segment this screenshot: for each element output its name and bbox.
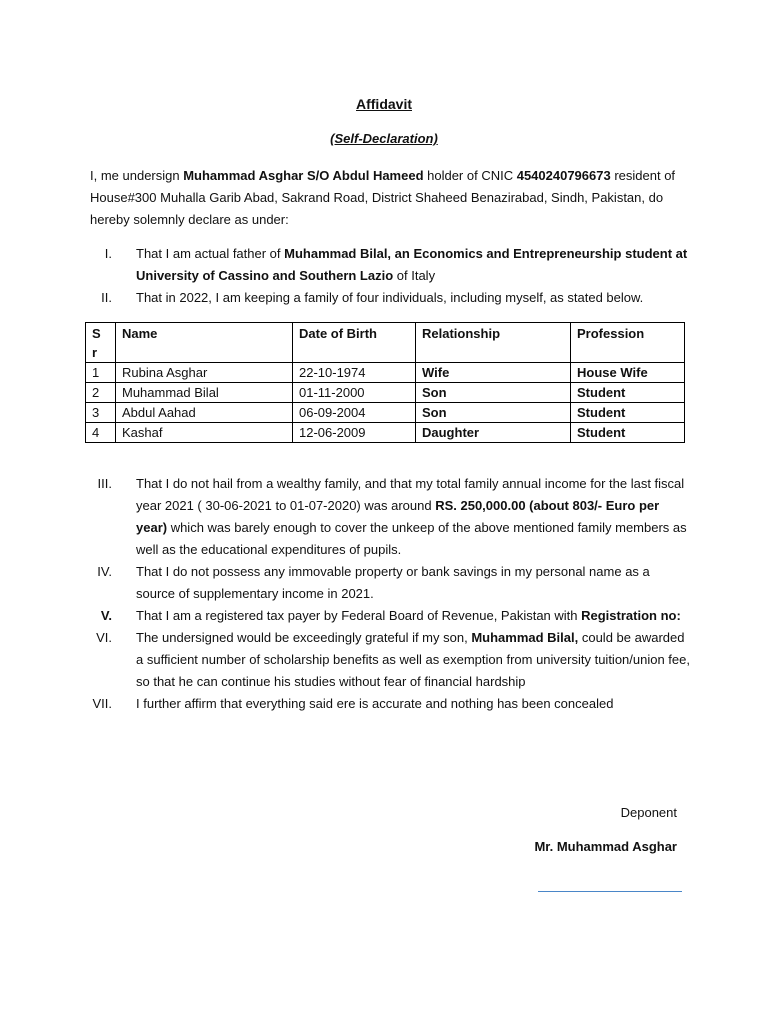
intro-paragraph: [90, 165, 690, 231]
table-header-row: [86, 323, 685, 363]
column-header-dob: Date of Birth: [293, 323, 416, 363]
column-header-relationship: Relationship: [416, 323, 571, 363]
intro-text-2: holder of CNIC: [423, 168, 517, 183]
table-row: [86, 363, 685, 383]
item-text: The undersigned would be exceedingly grateful if my son,: [136, 630, 472, 645]
table-row: [86, 403, 685, 423]
item-number: IV.: [97, 564, 112, 579]
item-text: That in 2022, I am keeping a family of four individuals, including myself, as stated below.: [136, 290, 644, 305]
item-number: II.: [101, 290, 112, 305]
cell-dob: 12-06-2009: [293, 423, 416, 443]
column-header-profession: Profession: [571, 323, 685, 363]
item-bold-text: Registration no:: [581, 608, 681, 623]
cell-profession: Student: [571, 383, 685, 403]
cell-sr: 4: [86, 423, 116, 443]
item-text-tail: could be awarded a sufficient number of scholarship benefits as well as exemption from university tuition/union fee, so that he can continue his studies without fear of financial hardship: [136, 630, 690, 689]
table-row: [86, 383, 685, 403]
cell-name: Abdul Aahad: [116, 403, 293, 423]
column-header-name: Name: [116, 323, 293, 363]
item-text: That I do not hail from a wealthy family, and that my total family annual income for the last fiscal year 2021 ( 30-06-2021 to 01-07-2020) was around: [136, 476, 685, 513]
declaration-list-part-1: [90, 243, 690, 309]
item-text: That I do not possess any immovable property or bank savings in my personal name as a source of supplementary income in 2021.: [136, 564, 650, 601]
item-text: I further affirm that everything said ere is accurate and nothing has been concealed: [136, 696, 614, 711]
item-bold-text: Muhammad Bilal,: [471, 630, 579, 645]
item-text-tail: which was barely enough to cover the unkeep of the above mentioned family members as well as the educational expenditures of pupils.: [136, 520, 687, 557]
item-number: I.: [104, 246, 112, 261]
item-text: That I am actual father of: [136, 246, 285, 261]
declaration-item: [90, 605, 690, 627]
item-number: III.: [97, 476, 112, 491]
document-subtitle: (Self-Declaration): [330, 131, 438, 146]
declaration-item: [90, 627, 690, 693]
cell-profession: House Wife: [571, 363, 685, 383]
cell-sr: 1: [86, 363, 116, 383]
declaration-item: [90, 693, 690, 715]
item-number: VII.: [92, 696, 112, 711]
table-row: [86, 423, 685, 443]
cell-name: Rubina Asghar: [116, 363, 293, 383]
item-number: V.: [100, 608, 112, 623]
cell-profession: Student: [571, 423, 685, 443]
document-title: Affidavit: [356, 96, 412, 112]
declaration-list-part-2: [90, 473, 690, 715]
cell-relationship: Wife: [416, 363, 571, 383]
declaration-item: [90, 287, 690, 309]
declarant-name: Muhammad Asghar S/O Abdul Hameed: [183, 168, 424, 183]
signature-line: [538, 891, 682, 892]
cell-name: Muhammad Bilal: [116, 383, 293, 403]
column-header-sr: Sr: [86, 323, 116, 363]
cell-dob: 22-10-1974: [293, 363, 416, 383]
cnic-number: 4540240796673: [516, 168, 611, 183]
declaration-item: [90, 561, 690, 605]
cell-sr: 3: [86, 403, 116, 423]
intro-text-1: I, me undersign: [90, 168, 184, 183]
item-number: VI.: [96, 630, 112, 645]
item-text-tail: of Italy: [393, 268, 436, 283]
item-bold-text: RS. 250,000.00 (about 803/- Euro per year): [136, 498, 660, 535]
declaration-item: [90, 473, 690, 561]
cell-relationship: Daughter: [416, 423, 571, 443]
cell-relationship: Son: [416, 383, 571, 403]
item-text: That I am a registered tax payer by Federal Board of Revenue, Pakistan with: [136, 608, 582, 623]
cell-profession: Student: [571, 403, 685, 423]
cell-dob: 01-11-2000: [293, 383, 416, 403]
cell-relationship: Son: [416, 403, 571, 423]
signer-name: Mr. Muhammad Asghar: [534, 839, 677, 854]
intro-text-3: resident of House#300 Muhalla Garib Abad, Sakrand Road, District Shaheed Benazirabad, Sindh, Pakistan, do hereby solemnly declare as under:: [90, 168, 676, 227]
cell-name: Kashaf: [116, 423, 293, 443]
item-bold-text: Muhammad Bilal, an Economics and Entrepreneurship student at University of Cassino and Southern Lazio: [136, 246, 688, 283]
cell-dob: 06-09-2004: [293, 403, 416, 423]
cell-sr: 2: [86, 383, 116, 403]
family-members-table: [85, 322, 685, 443]
declaration-item: [90, 243, 690, 287]
deponent-label: Deponent: [620, 805, 677, 820]
